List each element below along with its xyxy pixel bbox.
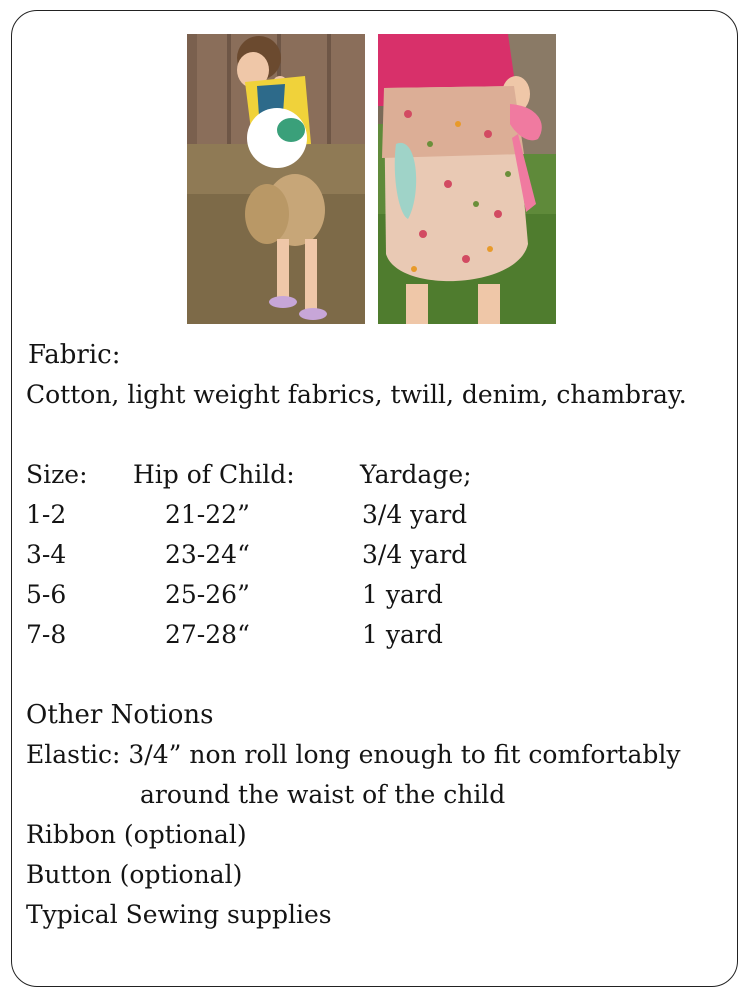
photo-floral-bubble-shorts-with-bow [378,34,556,324]
yardage-cell: 1 yard [362,620,443,649]
fabric-heading: Fabric: [28,340,121,370]
photo-girl-with-flower-bubble-shorts [187,34,365,324]
photo-right-illustration [378,34,556,324]
size-cell: 7-8 [26,620,67,649]
size-cell: 3-4 [26,540,67,569]
hip-cell: 23-24“ [165,540,250,569]
yardage-cell: 1 yard [362,580,443,609]
hip-cell: 21-22” [165,500,250,529]
hip-cell: 27-28“ [165,620,250,649]
yardage-cell: 3/4 yard [362,500,468,529]
yardage-cell: 3/4 yard [362,540,468,569]
notion-sewing-supplies: Typical Sewing supplies [26,900,332,929]
hip-cell: 25-26” [165,580,250,609]
elastic-line-2: around the waist of the child [140,780,506,809]
notion-button: Button (optional) [26,860,243,889]
elastic-line-1: Elastic: 3/4” non roll long enough to fit comfortably [26,740,681,769]
hip-column-header: Hip of Child: [133,460,295,489]
notion-ribbon: Ribbon (optional) [26,820,247,849]
photo-left-illustration [187,34,365,324]
size-column-header: Size: [26,460,88,489]
fabric-description: Cotton, light weight fabrics, twill, denim, chambray. [26,380,687,409]
notions-heading: Other Notions [26,700,214,730]
yardage-column-header: Yardage; [360,460,472,489]
size-cell: 5-6 [26,580,67,609]
size-cell: 1-2 [26,500,67,529]
